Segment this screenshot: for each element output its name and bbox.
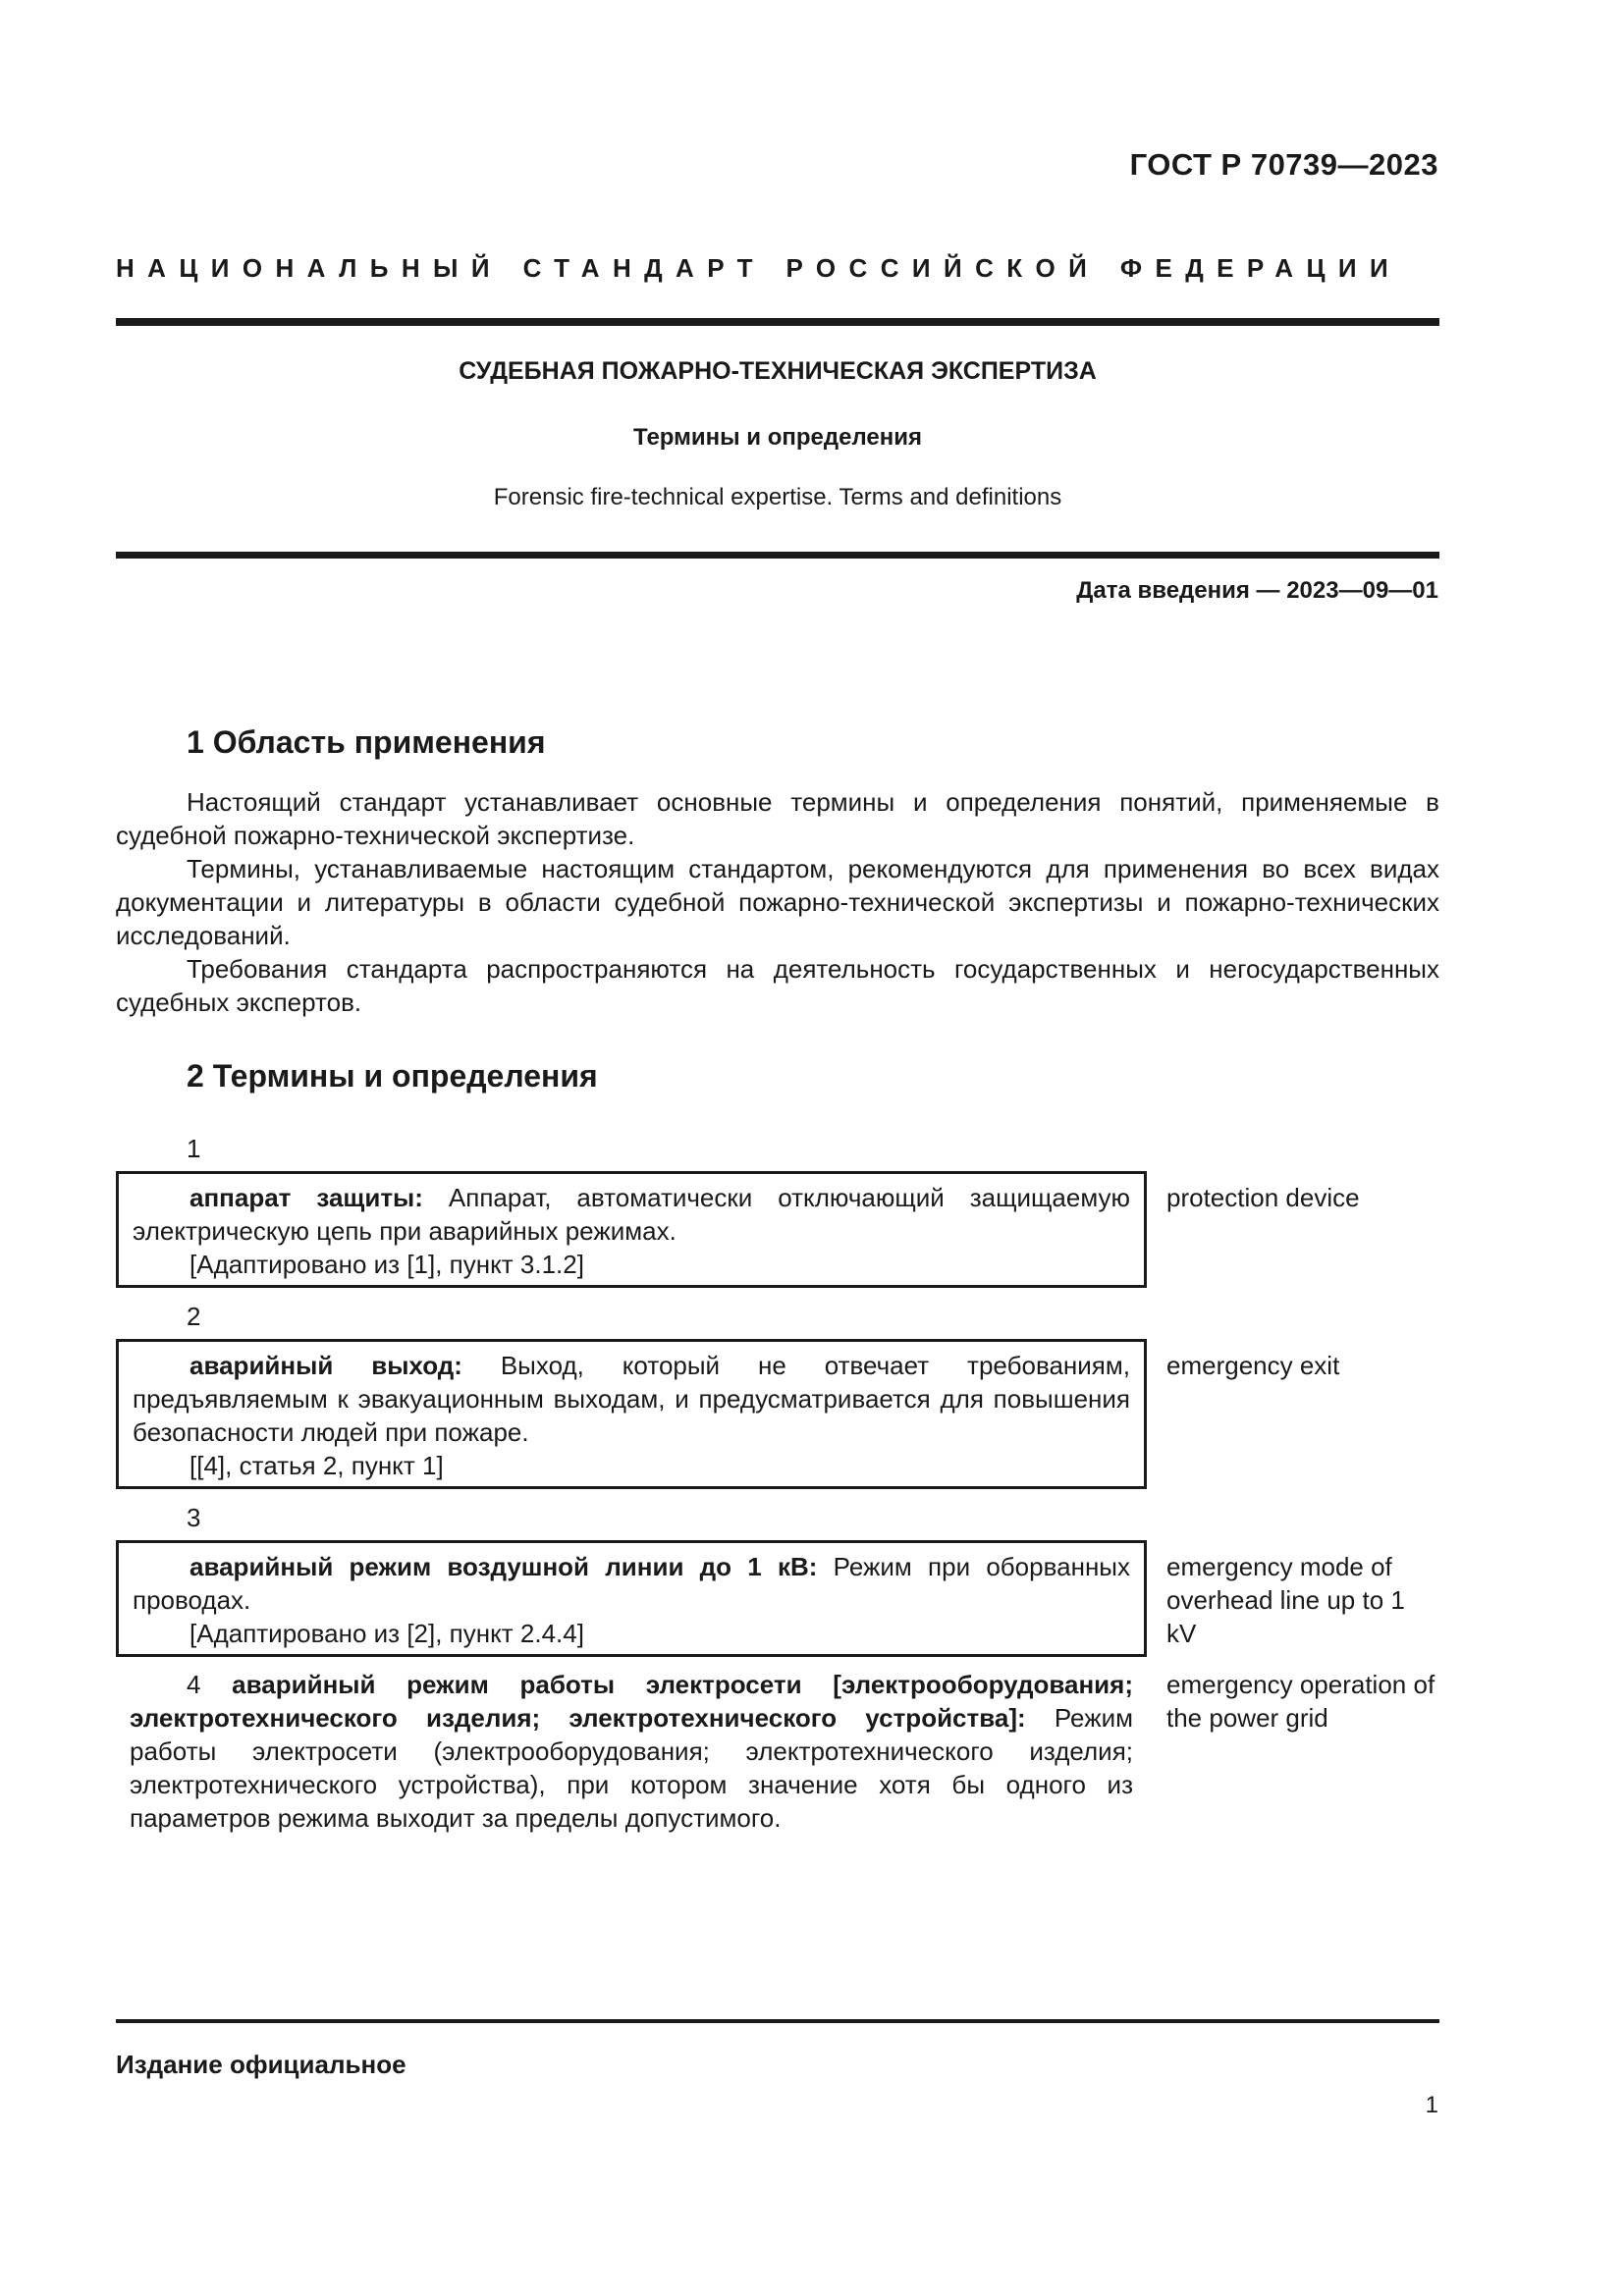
section-1-paragraph: Требования стандарта распространяются на деятельность государственных и негосударственных судебных экспертов.	[116, 954, 1439, 1017]
term-box	[116, 1339, 1147, 1489]
term-number: 4	[187, 1670, 201, 1699]
document-code: ГОСТ Р 70739—2023	[1129, 147, 1438, 182]
term-box	[116, 1171, 1147, 1288]
document-title: СУДЕБНАЯ ПОЖАРНО-ТЕХНИЧЕСКАЯ ЭКСПЕРТИЗА	[459, 357, 1097, 385]
definition-text: Аппарат, автоматически отключающий защищаемую электрическую цепь при аварийных режимах.	[133, 1183, 1130, 1246]
english-equivalent: emergency operation of the power grid	[1166, 1670, 1435, 1733]
official-edition-label: Издание официальное	[116, 2050, 406, 2079]
section-1-paragraph: Настоящий стандарт устанавливает основные термины и определения понятий, применяемые в судебной пожарно-технической экспертизе.	[116, 787, 1439, 850]
term-definition	[130, 1668, 1133, 1835]
term-definition	[133, 1181, 1130, 1248]
term-number: 3	[187, 1503, 201, 1532]
top-rule	[116, 318, 1439, 326]
term-definition	[133, 1550, 1130, 1617]
term-source: [Адаптировано из [1], пункт 3.1.2]	[189, 1250, 584, 1279]
term-box	[116, 1540, 1147, 1657]
document-subtitle: Термины и определения	[632, 424, 923, 451]
english-equivalent: protection device	[1166, 1183, 1360, 1212]
introduction-date: Дата введения — 2023—09—01	[1076, 577, 1438, 604]
term-name: аппарат защиты:	[189, 1183, 423, 1212]
term-definition	[133, 1349, 1130, 1449]
national-standard-heading: НАЦИОНАЛЬНЫЙ СТАНДАРТ РОССИЙСКОЙ ФЕДЕРАЦИИ	[116, 253, 1402, 283]
definition-text: Режим работы электросети (электрооборудования; электротехнического изделия; электротехнического устройства), при котором значение хотя бы одного из параметров режима выходит за пределы допустимого.	[130, 1703, 1133, 1833]
term-name: аварийный режим воздушной линии до 1 кВ:	[189, 1552, 818, 1581]
section-1-heading: 1 Область применения	[187, 724, 546, 760]
title-bottom-rule	[116, 552, 1439, 559]
term-name: аварийный выход:	[189, 1351, 462, 1380]
footer-rule	[116, 2019, 1439, 2023]
english-title: Forensic fire-technical expertise. Terms and definitions	[493, 484, 1062, 510]
english-equivalent: emergency exit	[1166, 1351, 1340, 1380]
section-1-paragraph: Термины, устанавливаемые настоящим стандартом, рекомендуются для применения во всех видах документации и литературы в области судебной пожарно-технической экспертизы и пожарно-технических исследований.	[116, 854, 1439, 950]
term-name: аварийный режим работы электросети [электрооборудования; электротехнического изделия; электротехнического устройства]:	[130, 1670, 1133, 1733]
english-equivalent: emergency mode of overhead line up to 1 kV	[1166, 1552, 1405, 1648]
term-number: 1	[187, 1134, 201, 1163]
definition-text: Выход, который не отвечает требованиям, предъявляемым к эвакуационным выходам, и предусматривается для повышения безопасности людей при пожаре.	[133, 1351, 1130, 1447]
term-source: [[4], статья 2, пункт 1]	[189, 1451, 444, 1480]
definition-text: Режим при оборванных проводах.	[133, 1552, 1130, 1615]
term-number: 2	[187, 1302, 201, 1331]
page-number: 1	[1425, 2092, 1438, 2118]
section-2-heading: 2 Термины и определения	[187, 1058, 598, 1094]
term-source: [Адаптировано из [2], пункт 2.4.4]	[189, 1619, 584, 1648]
